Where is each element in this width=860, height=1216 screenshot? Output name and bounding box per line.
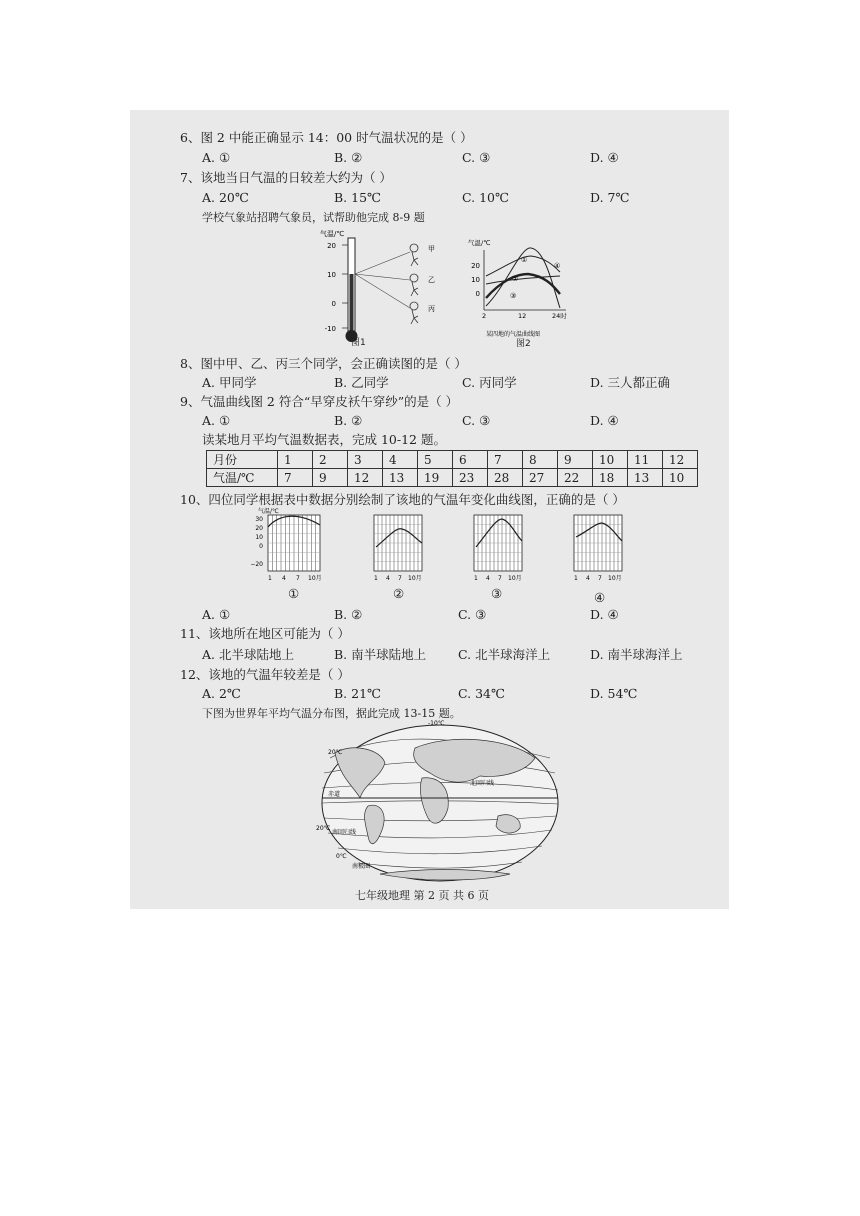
fig2-tick-20: 20 <box>471 262 480 270</box>
table-cell: 28 <box>488 469 523 487</box>
curve-label-2: ② <box>512 275 519 283</box>
q10-chart-label-3: ③ <box>491 586 503 601</box>
q12-option-b: B. 21℃ <box>334 686 382 701</box>
table-cell: 12 <box>663 451 698 469</box>
q11-option-a: A. 北半球陆地上 <box>202 647 294 662</box>
table-header-temp: 气温/℃ <box>207 469 278 487</box>
q7-option-d: D. 7℃ <box>590 190 630 205</box>
q9-option-d: D. ④ <box>590 413 619 428</box>
q7-option-c: C. 10℃ <box>462 190 509 205</box>
q10-chart-label-4: ④ <box>594 590 606 605</box>
fig2-xtick-24: 24时 <box>552 312 567 320</box>
curve-label-3: ③ <box>510 292 517 300</box>
table-cell: 9 <box>313 469 348 487</box>
q7-option-b: B. 15℃ <box>334 190 382 205</box>
q6-option-c: C. ③ <box>462 150 491 165</box>
table-cell: 23 <box>453 469 488 487</box>
intro-10-12: 读某地月平均气温数据表，完成 10-12 题。 <box>202 432 446 447</box>
fig2-caption: 图2 <box>516 339 531 349</box>
map-label-20-north: 20℃ <box>328 749 343 756</box>
svg-text:7: 7 <box>296 575 300 582</box>
q7-stem: 7、该地当日气温的日较差大约为（ ） <box>180 170 392 185</box>
q7-option-a: A. 20℃ <box>202 190 249 205</box>
table-cell: 12 <box>348 469 383 487</box>
table-cell: 3 <box>348 451 383 469</box>
q9-stem: 9、气温曲线图 2 符合“早穿皮袄午穿纱”的是（ ） <box>180 394 459 409</box>
q10-chart-1 <box>250 507 330 587</box>
map-label-antarctic-circle: 南极圈 <box>352 863 371 870</box>
q9-option-a: A. ① <box>202 413 231 428</box>
svg-text:1: 1 <box>374 575 378 582</box>
map-label-tropic-cancer: 北回归线 <box>470 780 495 787</box>
q6-stem: 6、图 2 中能正确显示 14：00 时气温状况的是（ ） <box>180 130 473 145</box>
q11-stem: 11、该地所在地区可能为（ ） <box>180 626 350 641</box>
q10-chart-label-1: ① <box>288 586 300 601</box>
fig1-tick-0: 0 <box>331 300 336 308</box>
table-cell: 27 <box>523 469 558 487</box>
table-cell: 1 <box>278 451 313 469</box>
q11-option-b: B. 南半球陆地上 <box>334 647 427 662</box>
q11-option-d: D. 南半球海洋上 <box>590 647 683 662</box>
q10-ytick: 10 <box>255 534 263 541</box>
student-figures <box>410 244 418 324</box>
table-cell: 7 <box>488 451 523 469</box>
curve-label-4: ④ <box>554 262 561 270</box>
q10-ytick: −20 <box>250 561 263 568</box>
q12-option-d: D. 54℃ <box>590 686 638 701</box>
fig1-tick-10: 10 <box>327 271 336 279</box>
q10-chart-label-2: ② <box>393 586 405 601</box>
fig2-xtick-2: 2 <box>482 312 487 320</box>
fig2-ylabel: 气温/℃ <box>468 239 491 247</box>
q8-option-d: D. 三人都正确 <box>590 375 671 390</box>
q8-option-b: B. 乙同学 <box>334 375 389 390</box>
page-footer: 七年级地理 第 2 页 共 6 页 <box>355 889 489 902</box>
svg-text:1: 1 <box>268 575 272 582</box>
q12-option-a: A. 2℃ <box>202 686 241 701</box>
q8-option-c: C. 丙同学 <box>462 375 517 390</box>
q6-option-a: A. ① <box>202 150 231 165</box>
q6-option-b: B. ② <box>334 150 363 165</box>
fig2-subtitle: 某四地的气温曲线图 <box>486 331 541 338</box>
svg-text:10月: 10月 <box>608 575 622 582</box>
q8-stem: 8、图中甲、乙、丙三个同学，会正确读图的是（ ） <box>180 356 467 371</box>
table-cell: 6 <box>453 451 488 469</box>
intro-8-9: 学校气象站招聘气象员，试帮助他完成 8-9 题 <box>202 211 425 224</box>
svg-text:10月: 10月 <box>408 575 422 582</box>
q9-option-c: C. ③ <box>462 413 491 428</box>
curve-label-1: ① <box>521 256 528 264</box>
table-cell: 22 <box>558 469 593 487</box>
table-cell: 10 <box>663 469 698 487</box>
fig2-tick-0: 0 <box>475 290 480 298</box>
fig2-tick-10: 10 <box>471 276 480 284</box>
svg-text:1: 1 <box>574 575 578 582</box>
table-cell: 13 <box>383 469 418 487</box>
fig1-ylabel: 气温/℃ <box>320 230 345 238</box>
svg-text:1: 1 <box>474 575 478 582</box>
table-cell: 8 <box>523 451 558 469</box>
svg-text:4: 4 <box>386 575 390 582</box>
q11-option-c: C. 北半球海洋上 <box>458 647 551 662</box>
svg-text:4: 4 <box>486 575 490 582</box>
table-cell: 9 <box>558 451 593 469</box>
svg-text:4: 4 <box>586 575 590 582</box>
svg-text:10月: 10月 <box>308 575 322 582</box>
map-label-0: 0℃ <box>336 853 347 860</box>
q10-chart-ylabel: 气温/℃ <box>258 508 279 515</box>
fig2-xtick-12: 12 <box>518 312 527 320</box>
q12-stem: 12、该地的气温年较差是（ ） <box>180 667 350 682</box>
table-row-temps <box>207 469 698 487</box>
svg-text:7: 7 <box>398 575 402 582</box>
figure-2-curves <box>466 236 576 346</box>
fig1-tick-minus10: -10 <box>324 325 336 333</box>
svg-text:4: 4 <box>282 575 286 582</box>
table-cell: 10 <box>593 451 628 469</box>
table-cell: 19 <box>418 469 453 487</box>
map-label-tropic-capricorn: 南回归线 <box>332 829 357 836</box>
map-label-minus10: -10℃ <box>428 720 445 727</box>
q10-ytick: 20 <box>255 525 263 532</box>
world-isotherm-map <box>310 718 570 888</box>
q10-option-b: B. ② <box>334 607 363 622</box>
table-cell: 2 <box>313 451 348 469</box>
q10-option-c: C. ③ <box>458 607 487 622</box>
figure-1-thermometer <box>316 230 456 345</box>
exam-page <box>130 110 729 909</box>
q10-chart-3 <box>468 507 528 587</box>
student-yi: 乙 <box>428 276 435 284</box>
q9-option-b: B. ② <box>334 413 363 428</box>
q10-option-d: D. ④ <box>590 607 619 622</box>
map-label-equator: 赤道 <box>328 791 341 798</box>
table-header-month: 月份 <box>207 451 278 469</box>
fig1-tick-20: 20 <box>327 242 336 250</box>
svg-text:7: 7 <box>598 575 602 582</box>
table-cell: 18 <box>593 469 628 487</box>
q10-option-a: A. ① <box>202 607 231 622</box>
monthly-temperature-table <box>206 450 698 487</box>
table-cell: 4 <box>383 451 418 469</box>
student-jia: 甲 <box>428 245 435 253</box>
q10-stem: 10、四位同学根据表中数据分别绘制了该地的气温年变化曲线图，正确的是（ ） <box>180 492 625 507</box>
q8-option-a: A. 甲同学 <box>202 375 257 390</box>
table-cell: 13 <box>628 469 663 487</box>
table-cell: 7 <box>278 469 313 487</box>
table-row-months <box>207 451 698 469</box>
student-bing: 丙 <box>428 305 435 313</box>
q10-chart-4 <box>568 507 628 587</box>
svg-text:7: 7 <box>498 575 502 582</box>
table-cell: 5 <box>418 451 453 469</box>
intro-13-15: 下图为世界年平均气温分布图，据此完成 13-15 题。 <box>202 707 461 720</box>
table-cell: 11 <box>628 451 663 469</box>
q10-ytick: 0 <box>259 543 263 550</box>
q12-option-c: C. 34℃ <box>458 686 505 701</box>
svg-text:10月: 10月 <box>508 575 522 582</box>
fig1-caption: 图1 <box>351 338 366 348</box>
q10-ytick: 30 <box>255 516 263 523</box>
q6-option-d: D. ④ <box>590 150 619 165</box>
map-label-20-south: 20℃ <box>316 825 331 832</box>
q10-chart-2 <box>368 507 428 587</box>
